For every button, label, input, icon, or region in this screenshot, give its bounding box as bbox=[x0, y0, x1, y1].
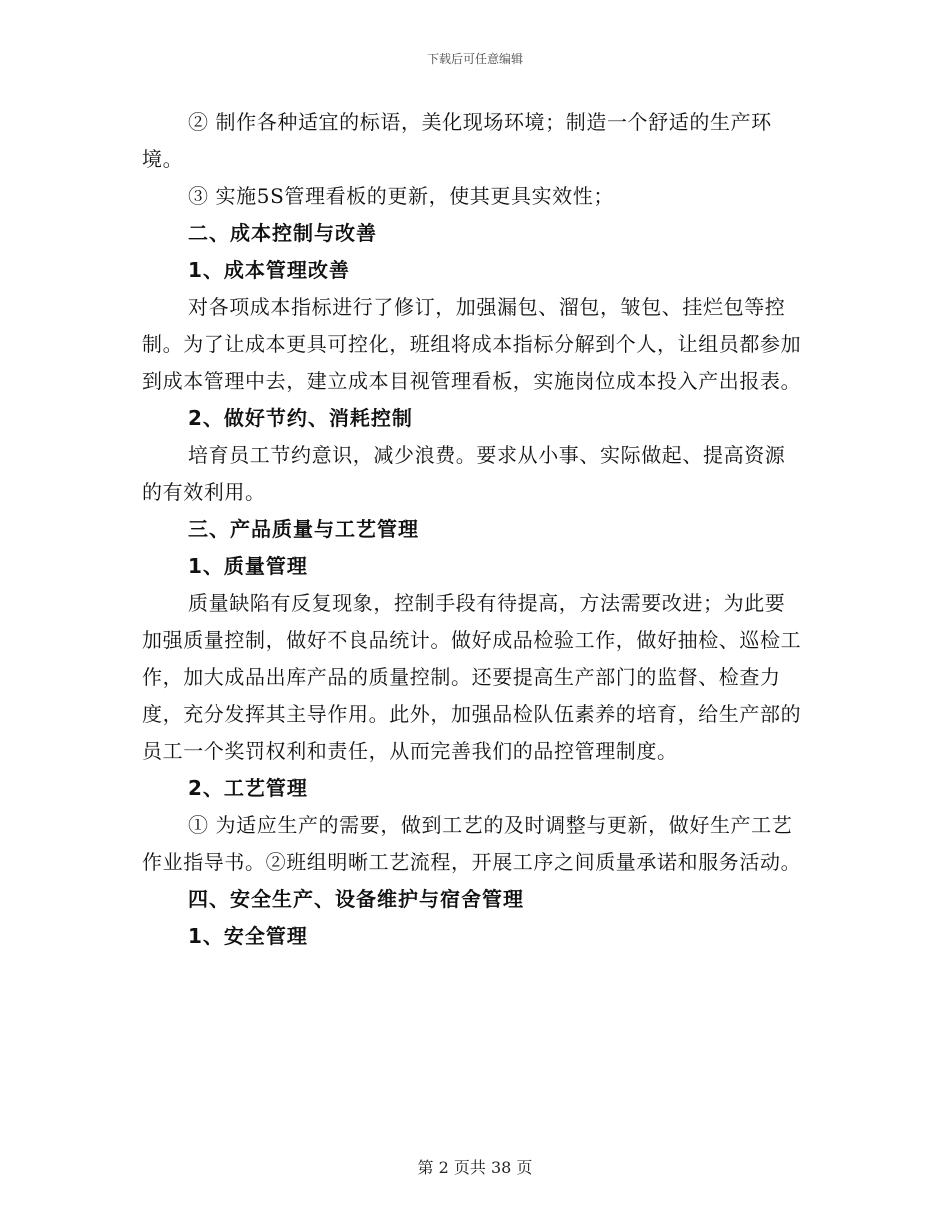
paragraph: 质量缺陷有反复现象，控制手段有待提高，方法需要改进；为此要加强质量控制，做好不良品统计。做好成品检验工作，做好抽检、巡检工作，加大成品出库产品的质量控制。还要提高生产部门的监督、检查力度，充分发挥其主导作用。此外，加强品检队伍素养的培育，给生产部的员工一个奖罚权利和责任，从而完善我们的品控管理制度。 bbox=[142, 591, 802, 763]
subsection-heading: 1、安全管理 bbox=[188, 924, 308, 948]
subsection-heading: 1、质量管理 bbox=[188, 554, 308, 578]
section-heading: 二、成本控制与改善 bbox=[188, 221, 377, 245]
paragraph: ② 制作各种适宜的标语，美化现场环境；制造一个舒适的生产环境。 bbox=[142, 110, 772, 171]
page-footer: 第 2 页共 38 页 bbox=[417, 1158, 533, 1177]
section-heading: 三、产品质量与工艺管理 bbox=[188, 517, 419, 541]
paragraph: 对各项成本指标进行了修订，加强漏包、溜包，皱包、挂烂包等控制。为了让成本更具可控化，班组将成本指标分解到个人，让组员都参加到成本管理中去，建立成本目视管理看板，实施岗位成本投入产出报表。 bbox=[142, 295, 802, 393]
subsection-heading: 2、做好节约、消耗控制 bbox=[188, 406, 413, 430]
paragraph: 培育员工节约意识，减少浪费。要求从小事、实际做起、提高资源的有效利用。 bbox=[142, 443, 786, 504]
document-body bbox=[142, 104, 802, 955]
subsection-heading: 1、成本管理改善 bbox=[188, 258, 350, 282]
page-header: 下载后可任意编辑 bbox=[426, 52, 523, 66]
paragraph: ① 为适应生产的需要，做到工艺的及时调整与更新，做好生产工艺作业指导书。②班组明晰工艺流程，开展工序之间质量承诺和服务活动。 bbox=[142, 813, 802, 874]
subsection-heading: 2、工艺管理 bbox=[188, 776, 308, 800]
section-heading: 四、安全生产、设备维护与宿舍管理 bbox=[188, 887, 524, 911]
paragraph: ③ 实施5S管理看板的更新，使其更具实效性； bbox=[188, 184, 614, 208]
